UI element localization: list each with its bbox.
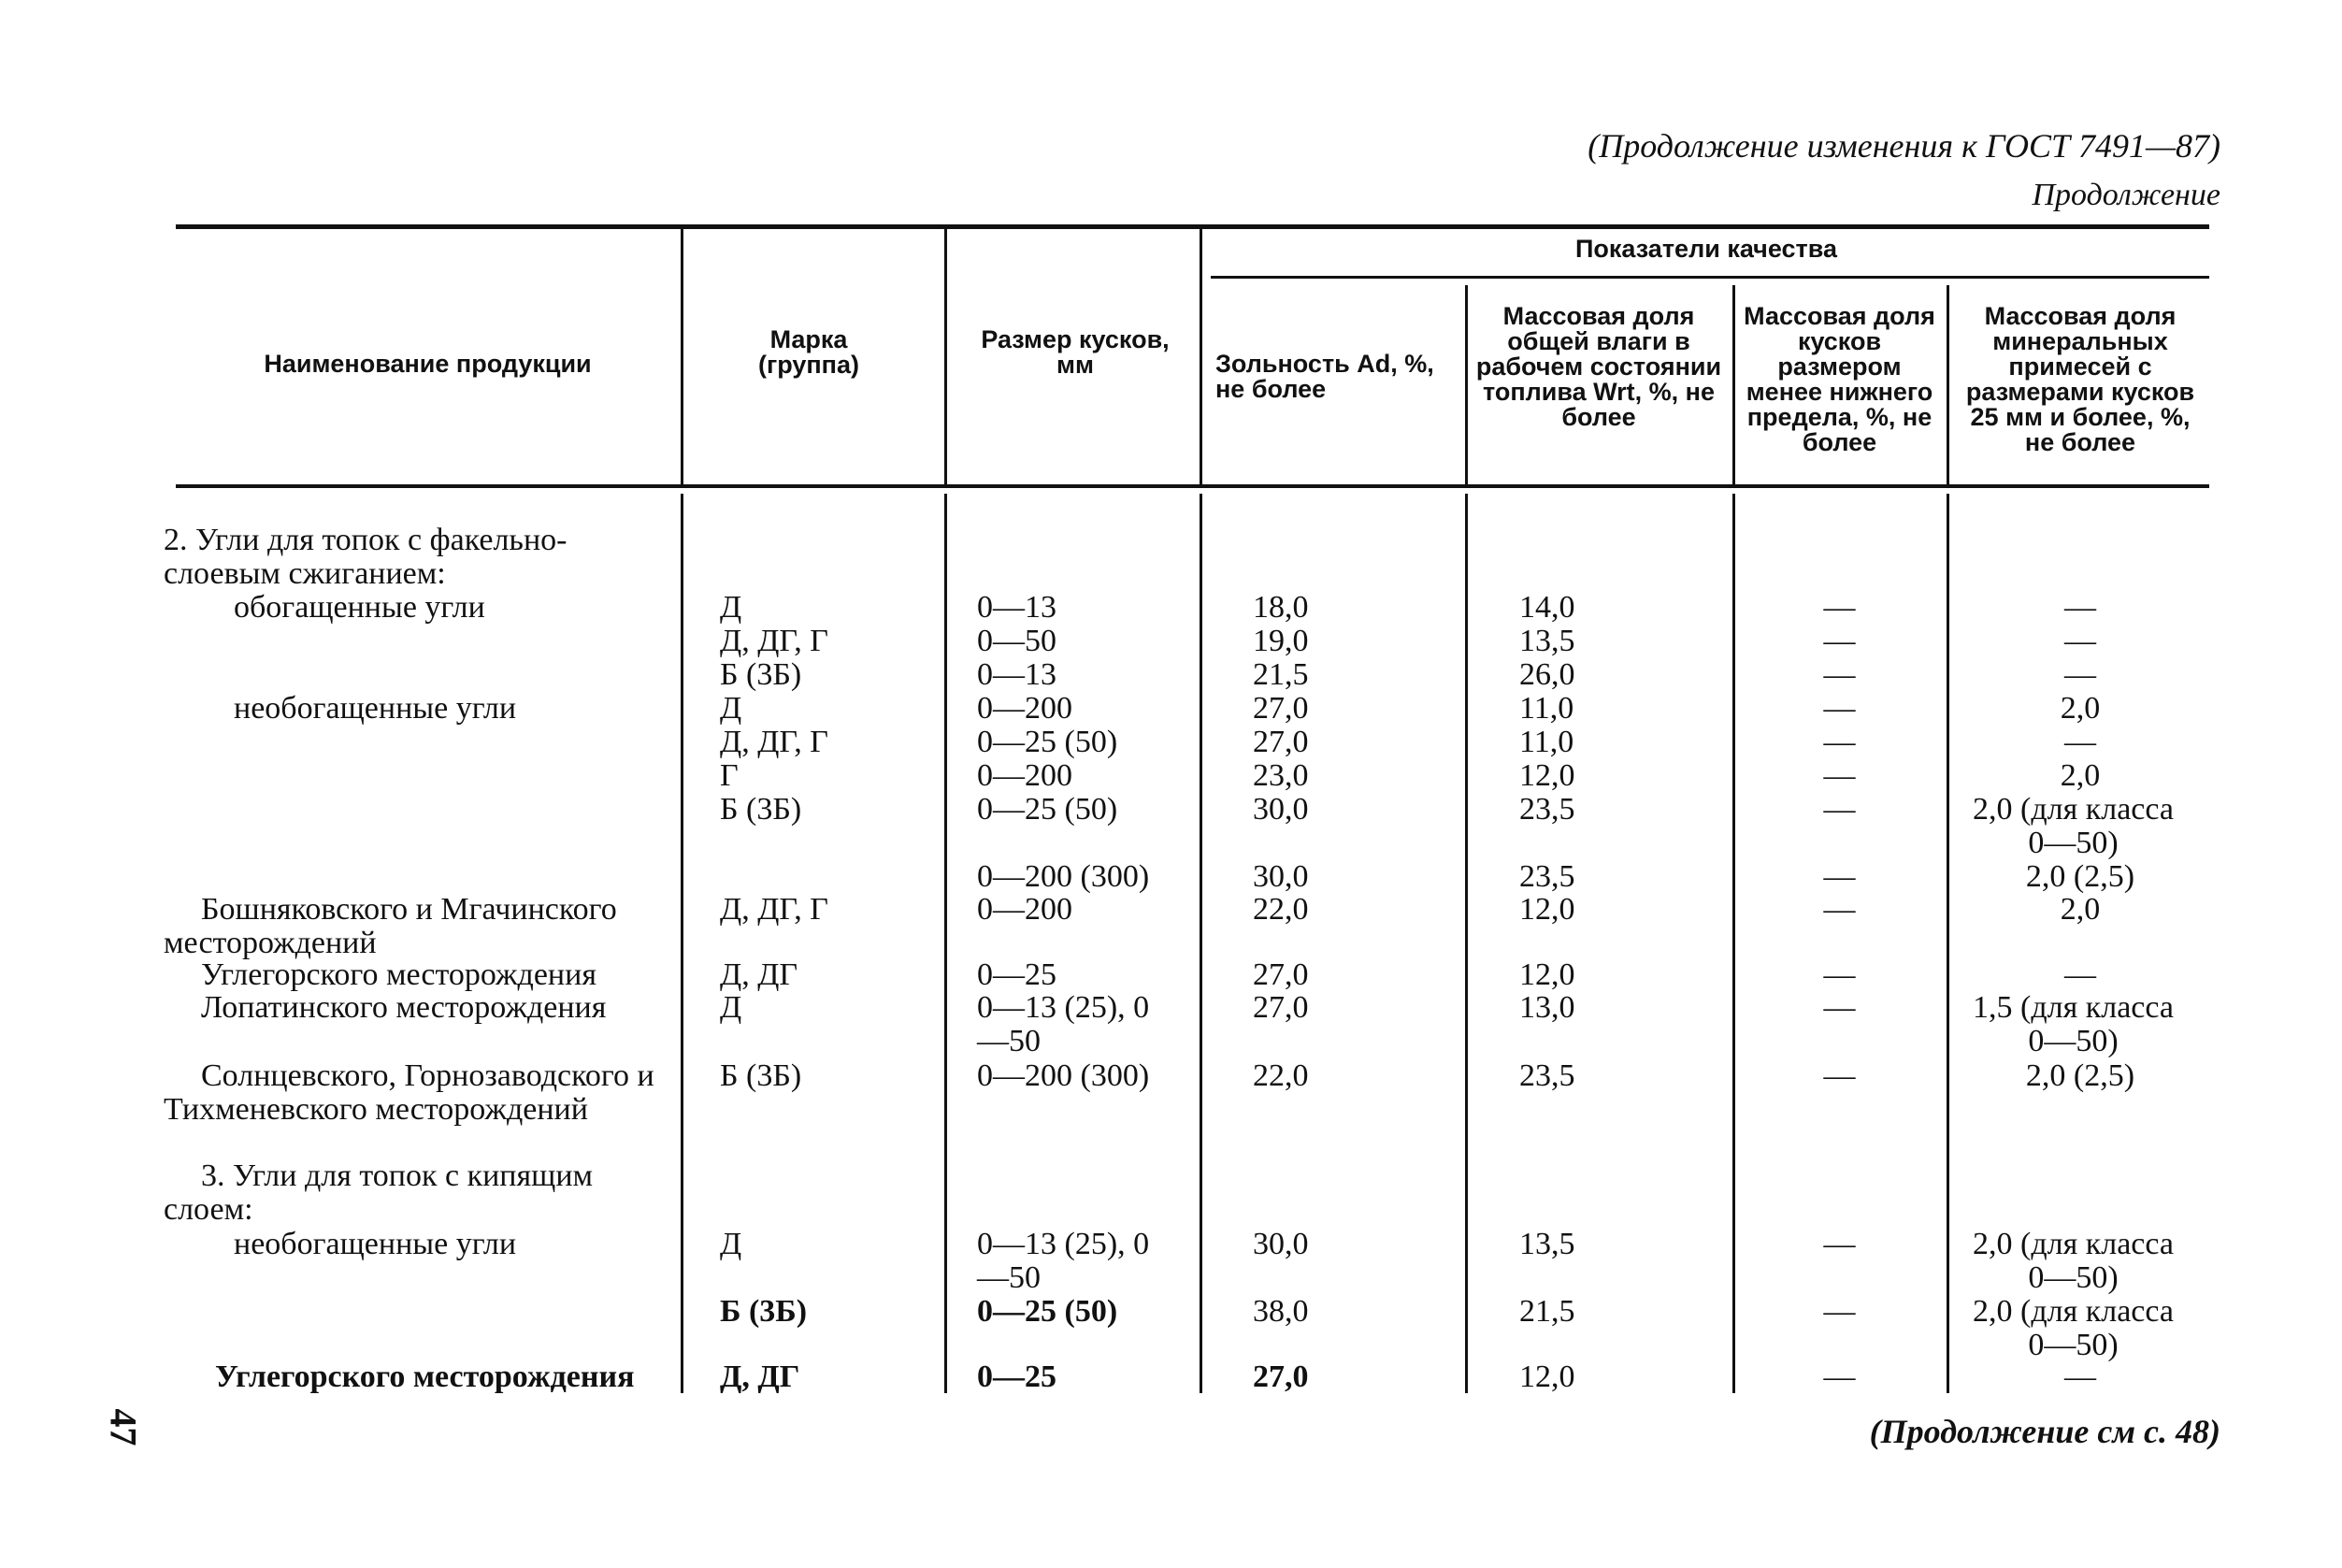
header-quality: Показатели качества <box>1574 235 1838 263</box>
table-cell-moisture: 12,0 <box>1519 892 1575 927</box>
table-cell-mark: Д <box>720 691 742 726</box>
table-row-name: Бошняковского и Мгачинского месторождений <box>164 892 617 960</box>
table-cell-impurities: 2,0 (2,5) <box>2025 859 2135 894</box>
header-ash: Зольность Ad, %, не более <box>1215 350 1434 403</box>
table-cell-mark: Б (3Б) <box>720 657 802 692</box>
table-cell-ash: 27,0 <box>1253 725 1309 759</box>
table-cell-size: 0—200 <box>977 758 1072 793</box>
table-cell-fines: — <box>1823 758 1856 793</box>
table-cell-fines: — <box>1823 957 1856 992</box>
table-cell-size: 0—13 (25), 0—50 <box>977 990 1150 1058</box>
table-row-name: обогащенные угли <box>234 590 485 625</box>
col-divider <box>1200 494 1202 1393</box>
continuation-note-footer: (Продолжение см с. 48) <box>1869 1413 2220 1450</box>
table-cell-size: 0—25 (50) <box>977 792 1118 827</box>
col-divider <box>944 494 947 1393</box>
table-cell-moisture: 12,0 <box>1519 758 1575 793</box>
table-cell-ash: 38,0 <box>1253 1294 1309 1329</box>
table-cell-impurities: — <box>2064 725 2096 759</box>
col-divider <box>1200 229 1202 484</box>
table-cell-impurities: 2,0 (для класса 0—50) <box>1973 792 2174 860</box>
table-cell-size: 0—25 <box>977 1359 1056 1394</box>
table-row-name: Лопатинского месторождения <box>201 990 607 1025</box>
table-cell-moisture: 23,5 <box>1519 792 1575 827</box>
table-cell-fines: — <box>1823 859 1856 894</box>
table-cell-impurities: — <box>2064 657 2096 692</box>
table-cell-size: 0—200 <box>977 691 1072 726</box>
table-cell-impurities: 2,0 <box>2060 892 2101 927</box>
table-cell-fines: — <box>1823 725 1856 759</box>
table-cell-mark: Г <box>720 758 739 793</box>
table-cell-mark: Д, ДГ, Г <box>720 892 828 927</box>
col-divider <box>1732 285 1735 484</box>
table-row-name: Углегорского месторождения <box>201 957 596 992</box>
header-mark: Марка (группа) <box>757 325 859 379</box>
table-cell-ash: 18,0 <box>1253 590 1309 625</box>
table-cell-impurities: 2,0 (для класса 0—50) <box>1973 1294 2174 1362</box>
table-cell-moisture: 14,0 <box>1519 590 1575 625</box>
table-top-rule <box>176 224 2209 229</box>
table-cell-fines: — <box>1823 624 1856 658</box>
table-cell-size: 0—25 <box>977 957 1056 992</box>
table-cell-impurities: — <box>2064 1359 2096 1394</box>
table-cell-fines: — <box>1823 1359 1856 1394</box>
table-cell-impurities: 2,0 <box>2060 758 2101 793</box>
continuation-note-header: (Продолжение изменения к ГОСТ 7491—87) <box>1588 127 2220 165</box>
table-cell-ash: 19,0 <box>1253 624 1309 658</box>
table-row-name: необогащенные угли <box>234 1227 517 1261</box>
table-cell-mark: Д, ДГ, Г <box>720 624 828 658</box>
table-cell-moisture: 13,0 <box>1519 990 1575 1025</box>
header-size: Размер кусков, мм <box>981 325 1170 379</box>
table-cell-moisture: 26,0 <box>1519 657 1575 692</box>
table-cell-moisture: 21,5 <box>1519 1294 1575 1329</box>
table-cell-moisture: 13,5 <box>1519 1227 1575 1261</box>
header-fines: Массовая доля кусков размером менее нижнего предела, %, не более <box>1744 302 1935 456</box>
table-row-name: Углегорского месторождения <box>215 1359 635 1394</box>
table-cell-ash: 21,5 <box>1253 657 1309 692</box>
table-row-name: 3. Угли для топок с кипящим слоем: <box>164 1158 594 1227</box>
table-cell-ash: 27,0 <box>1253 691 1309 726</box>
table-cell-moisture: 12,0 <box>1519 1359 1575 1394</box>
table-cell-impurities: — <box>2064 957 2096 992</box>
table-cell-mark: Д <box>720 1227 742 1261</box>
table-cell-mark: Д, ДГ <box>720 957 798 992</box>
col-divider <box>1947 494 1949 1393</box>
table-cell-ash: 22,0 <box>1253 1058 1309 1093</box>
table-cell-mark: Б (3Б) <box>720 792 802 827</box>
table-cell-size: 0—25 (50) <box>977 725 1118 759</box>
table-cell-size: 0—25 (50) <box>977 1294 1118 1329</box>
table-cell-fines: — <box>1823 792 1856 827</box>
table-cell-size: 0—200 (300) <box>977 859 1150 894</box>
table-cell-moisture: 23,5 <box>1519 859 1575 894</box>
table-cell-size: 0—13 (25), 0—50 <box>977 1227 1150 1295</box>
table-cell-mark: Д <box>720 590 742 625</box>
table-cell-mark: Б (3Б) <box>720 1058 802 1093</box>
table-row-name: 2. Угли для топок с факельно-слоевым сжиганием: <box>164 523 568 591</box>
table-cell-ash: 27,0 <box>1253 990 1309 1025</box>
table-cell-moisture: 23,5 <box>1519 1058 1575 1093</box>
table-cell-ash: 30,0 <box>1253 792 1309 827</box>
col-divider <box>1732 494 1735 1393</box>
header-moisture: Массовая доля общей влаги в рабочем состоянии топлива Wrt, %, не более <box>1475 302 1722 431</box>
col-divider <box>1947 285 1949 484</box>
table-cell-mark: Д, ДГ, Г <box>720 725 828 759</box>
table-cell-fines: — <box>1823 892 1856 927</box>
table-cell-mark: Д, ДГ <box>720 1359 800 1394</box>
table-cell-mark: Д <box>720 990 742 1025</box>
table-cell-size: 0—13 <box>977 657 1056 692</box>
col-divider <box>1465 285 1468 484</box>
continuation-label: Продолжение <box>2032 178 2220 212</box>
table-cell-size: 0—13 <box>977 590 1056 625</box>
table-cell-moisture: 11,0 <box>1519 725 1574 759</box>
table-row-name: необогащенные угли <box>234 691 517 726</box>
header-impurities: Массовая доля минеральных примесей с размерами кусков 25 мм и более, %, не более <box>1965 302 2195 456</box>
table-cell-fines: — <box>1823 691 1856 726</box>
table-cell-impurities: 2,0 (2,5) <box>2025 1058 2135 1093</box>
table-cell-ash: 27,0 <box>1253 957 1309 992</box>
page-number: 47 <box>102 1408 145 1446</box>
table-cell-impurities: — <box>2064 590 2096 625</box>
table-cell-fines: — <box>1823 990 1856 1025</box>
table-cell-fines: — <box>1823 1058 1856 1093</box>
col-divider <box>1465 494 1468 1393</box>
table-cell-impurities: 2,0 (для класса 0—50) <box>1973 1227 2174 1295</box>
header-name: Наименование продукции <box>264 350 592 378</box>
col-divider <box>681 229 683 484</box>
col-divider <box>944 229 947 484</box>
table-cell-moisture: 12,0 <box>1519 957 1575 992</box>
table-cell-fines: — <box>1823 657 1856 692</box>
table-cell-ash: 30,0 <box>1253 1227 1309 1261</box>
table-cell-ash: 27,0 <box>1253 1359 1309 1394</box>
table-header-bottom-rule <box>176 484 2209 488</box>
table-cell-impurities: 1,5 (для класса 0—50) <box>1973 990 2174 1058</box>
table-cell-moisture: 11,0 <box>1519 691 1574 726</box>
table-cell-size: 0—50 <box>977 624 1056 658</box>
table-cell-ash: 23,0 <box>1253 758 1309 793</box>
table-cell-size: 0—200 <box>977 892 1072 927</box>
table-row-name: Солнцевского, Горнозаводского и Тихменевского месторождений <box>164 1058 654 1127</box>
table-cell-fines: — <box>1823 590 1856 625</box>
table-cell-mark: Б (3Б) <box>720 1294 808 1329</box>
quality-header-rule <box>1211 276 2209 279</box>
table-cell-ash: 22,0 <box>1253 892 1309 927</box>
table-cell-fines: — <box>1823 1294 1856 1329</box>
table-cell-ash: 30,0 <box>1253 859 1309 894</box>
table-cell-moisture: 13,5 <box>1519 624 1575 658</box>
table-cell-impurities: — <box>2064 624 2096 658</box>
table-cell-fines: — <box>1823 1227 1856 1261</box>
table-cell-impurities: 2,0 <box>2060 691 2101 726</box>
table-cell-size: 0—200 (300) <box>977 1058 1150 1093</box>
